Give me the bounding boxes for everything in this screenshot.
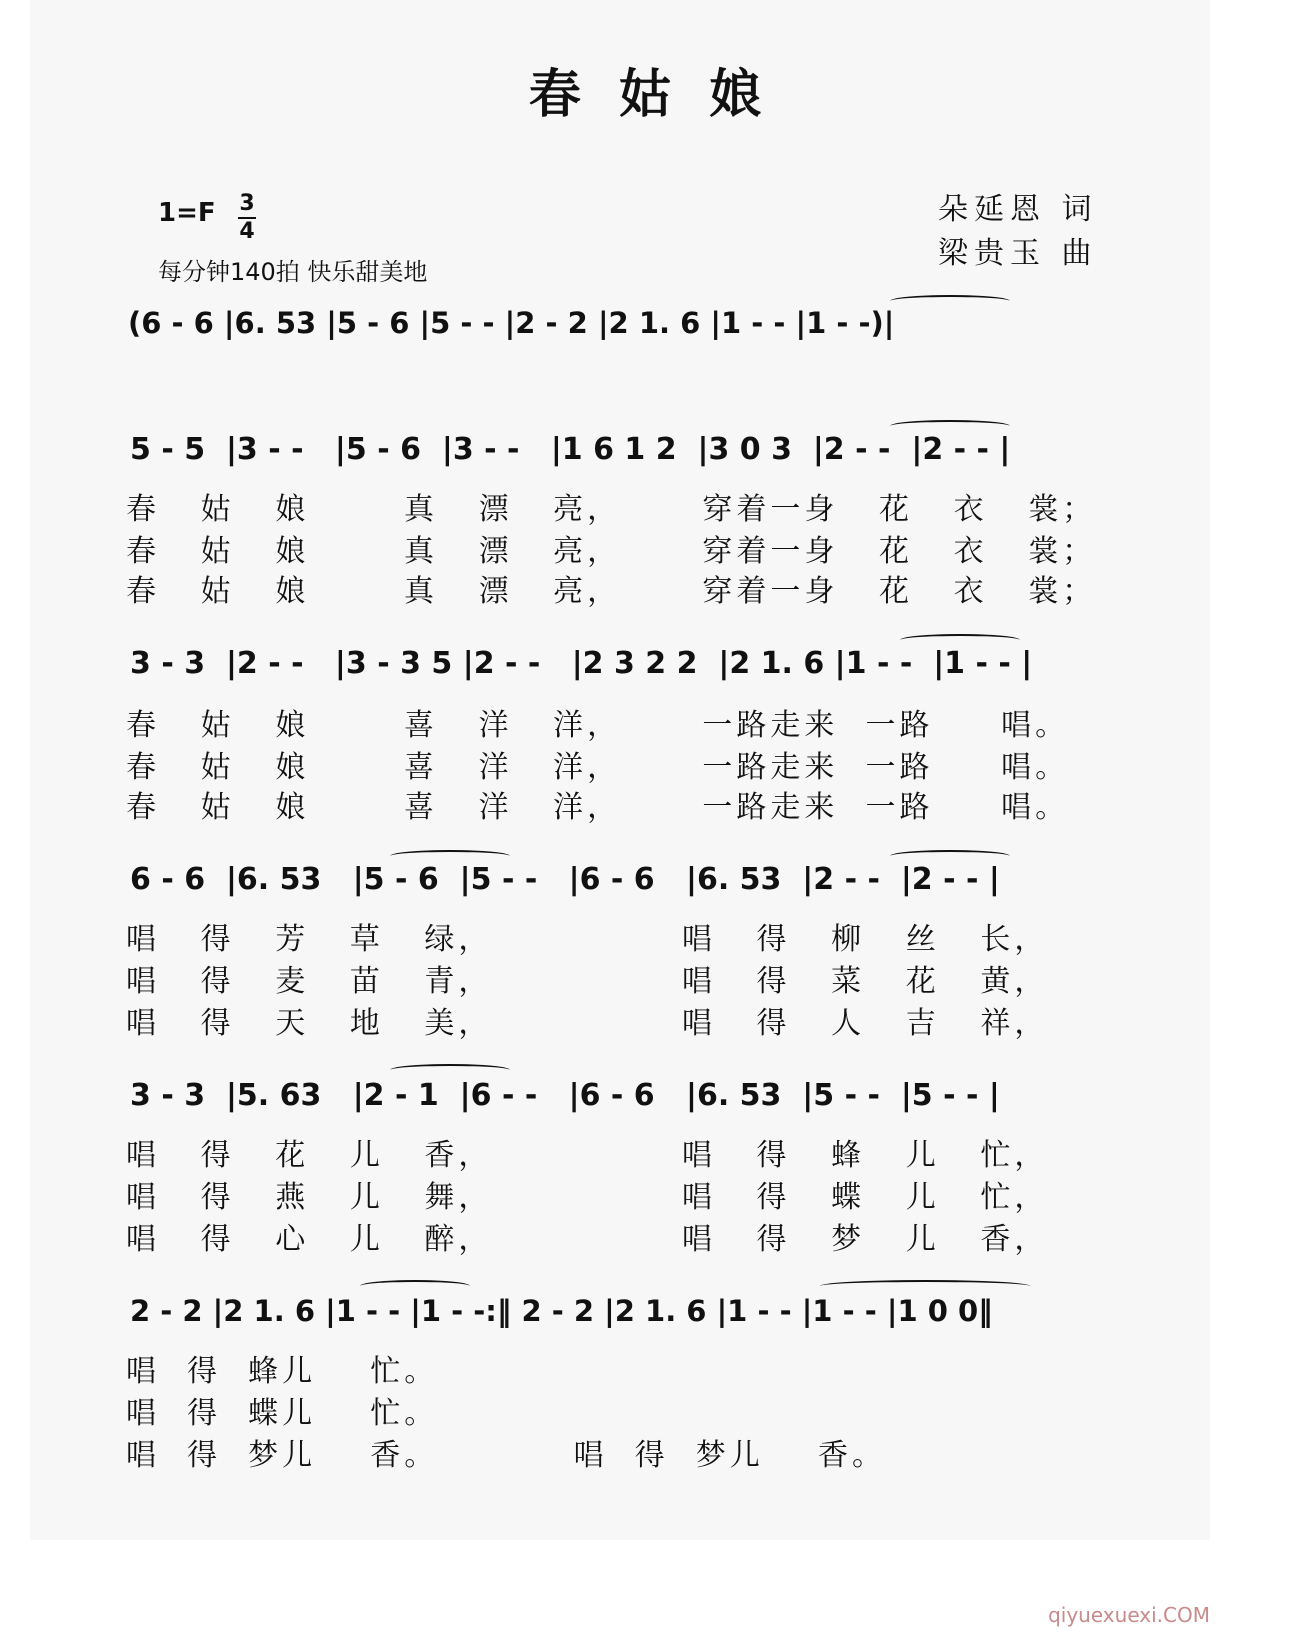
time-signature	[238, 192, 256, 244]
time-sig-bottom: 4	[239, 219, 255, 244]
system-2-lyric-2: 春 姑 娘 喜 洋 洋， 一路走来 一路 唱。	[126, 750, 1070, 785]
key-text: 1=F	[158, 198, 216, 228]
key-signature	[158, 198, 216, 228]
lyricist-credit: 朵延恩 词	[938, 192, 1098, 227]
tie-arc	[360, 1280, 470, 1292]
system-4-lyric-3: 唱 得 心 儿 醉， 唱 得 梦 儿 香，	[126, 1222, 1049, 1257]
intro-notation: (6 - 6 |6. 53 |5 - 6 |5 - - |2 - 2 |2 1. 6 |1 - - |1 - -)|	[128, 306, 895, 340]
tie-arc	[890, 850, 1010, 862]
system-5-notation: 2 - 2 |2 1. 6 |1 - - |1 - -:‖ 2 - 2 |2 1. 6 |1 - - |1 - - |1 0 0‖	[130, 1294, 993, 1328]
system-3-lyric-3: 唱 得 天 地 美， 唱 得 人 吉 祥，	[126, 1006, 1049, 1041]
system-3-notation: 6 - 6 |6. 53 |5 - 6 |5 - - |6 - 6 |6. 53 |2 - - |2 - - |	[130, 862, 1000, 897]
tie-arc	[390, 850, 510, 862]
system-4-notation: 3 - 3 |5. 63 |2 - 1 |6 - - |6 - 6 |6. 53 |5 - - |5 - - |	[130, 1078, 1000, 1113]
system-4-lyric-2: 唱 得 燕 儿 舞， 唱 得 蝶 儿 忙，	[126, 1180, 1049, 1215]
system-5-lyric-2: 唱 得 蝶儿 忙。	[126, 1396, 439, 1431]
system-4-lyric-1: 唱 得 花 儿 香， 唱 得 蜂 儿 忙，	[126, 1138, 1049, 1173]
system-1-lyric-3: 春 姑 娘 真 漂 亮， 穿着一身 花 衣 裳；	[126, 574, 1097, 609]
system-5-lyric-1: 唱 得 蜂儿 忙。	[126, 1354, 439, 1389]
tie-arc	[900, 634, 1020, 646]
system-5-lyric-3: 唱 得 梦儿 香。 唱 得 梦儿 香。	[126, 1438, 886, 1473]
tie-arc	[820, 1280, 1030, 1292]
site-watermark: qiyuexuexi.COM	[1048, 1603, 1210, 1627]
system-3-lyric-2: 唱 得 麦 苗 青， 唱 得 菜 花 黄，	[126, 964, 1049, 999]
system-2-notation: 3 - 3 |2 - - |3 - 3 5 |2 - - |2 3 2 2 |2 1. 6 |1 - - |1 - - |	[130, 646, 1033, 681]
system-1-lyric-1: 春 姑 娘 真 漂 亮， 穿着一身 花 衣 裳；	[126, 492, 1097, 527]
composer-credit: 梁贵玉 曲	[938, 236, 1098, 271]
system-1-lyric-2: 春 姑 娘 真 漂 亮， 穿着一身 花 衣 裳；	[126, 534, 1097, 569]
time-sig-top: 3	[239, 191, 255, 216]
tempo-marking: 每分钟140拍 快乐甜美地	[158, 258, 428, 286]
system-2-lyric-1: 春 姑 娘 喜 洋 洋， 一路走来 一路 唱。	[126, 708, 1070, 743]
tie-arc	[890, 420, 1010, 432]
song-title: 春 姑 娘	[528, 64, 772, 125]
system-3-lyric-1: 唱 得 芳 草 绿， 唱 得 柳 丝 长，	[126, 922, 1049, 957]
tie-arc	[390, 1064, 510, 1076]
system-1-notation: 5 - 5 |3 - - |5 - 6 |3 - - |1 6 1 2 |3 0 3 |2 - - |2 - - |	[130, 432, 1011, 467]
tie-arc	[890, 295, 1010, 307]
system-2-lyric-3: 春 姑 娘 喜 洋 洋， 一路走来 一路 唱。	[126, 790, 1070, 825]
